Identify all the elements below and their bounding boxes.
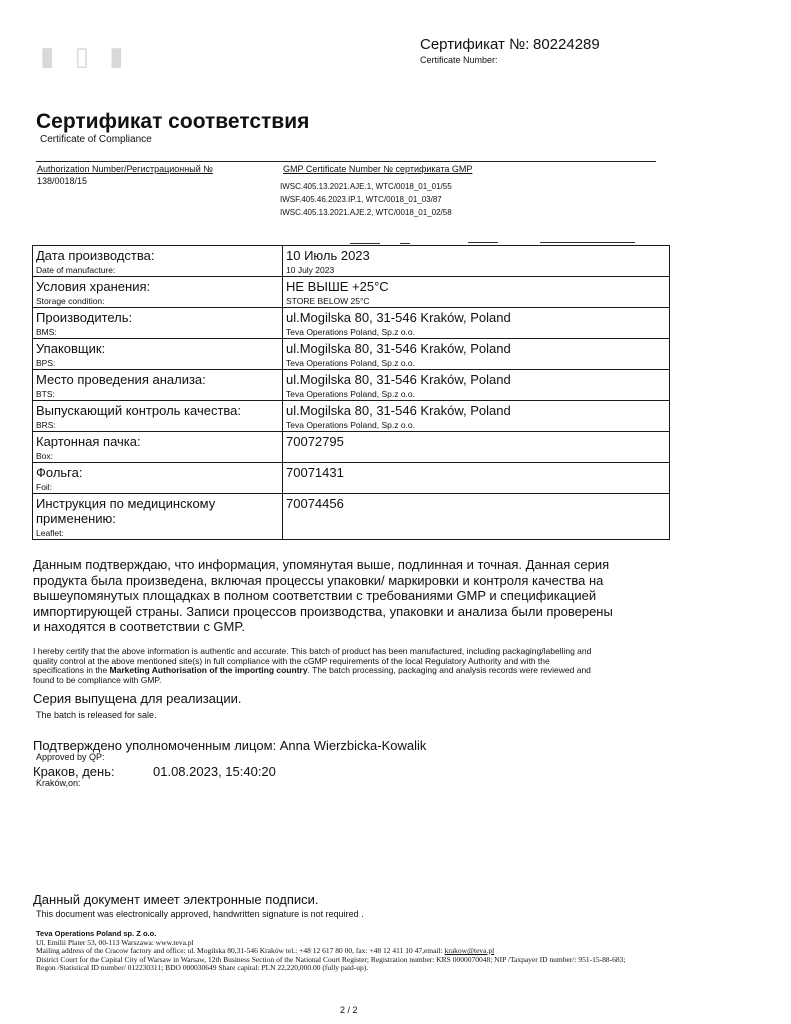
row-label-ru: Производитель: bbox=[36, 310, 133, 325]
electronic-signature-ru: Данный документ имеет электронные подписи. bbox=[33, 892, 319, 907]
scan-artifact bbox=[468, 242, 498, 243]
certificate-number-label-en: Certificate Number: bbox=[420, 55, 498, 65]
row-value-primary: 70072795 bbox=[286, 434, 344, 449]
row-value-cell bbox=[283, 246, 670, 277]
statement-ru: Данным подтверждаю, что информация, упомянутая выше, подлинная и точная. Данная серия продукта была произведена, включая процессы упаковки/ маркировки и контроля качества на вышеупомянутых площадках в полном соответствии с требованиями GMP и спецификацией импортирующей страны. Записи процессов производства, упаковки и анализа были проверены и находятся в соответствии с GMP. bbox=[33, 557, 613, 634]
row-value-secondary: Teva Operations Poland, Sp.z o.o. bbox=[286, 327, 415, 337]
scan-artifact bbox=[350, 243, 380, 244]
row-value-secondary: Teva Operations Poland, Sp.z o.o. bbox=[286, 420, 415, 430]
row-value-secondary: Teva Operations Poland, Sp.z o.o. bbox=[286, 358, 415, 368]
row-label-cell bbox=[33, 370, 283, 401]
city-day-ru: Краков, день: bbox=[33, 764, 115, 779]
row-label-ru: Фольга: bbox=[36, 465, 83, 480]
authorization-value: 138/0018/15 bbox=[37, 176, 88, 186]
gmp-certificate-label: GMP Certificate Number № сертификата GMP bbox=[283, 164, 473, 174]
row-label-ru: Выпускающий контроль качества: bbox=[36, 403, 242, 418]
table-row bbox=[33, 401, 670, 432]
row-value-primary: ul.Mogilska 80, 31-546 Kraków, Poland bbox=[286, 310, 511, 325]
document-subtitle: Certificate of Compliance bbox=[40, 134, 152, 145]
row-label-ru: Место проведения анализа: bbox=[36, 372, 206, 387]
row-label-en: Leaflet: bbox=[36, 528, 64, 538]
approved-by-ru: Подтверждено уполномоченным лицом: Anna Wierzbicka-Kowalik bbox=[33, 738, 427, 753]
row-value-primary: ul.Mogilska 80, 31-546 Kraków, Poland bbox=[286, 341, 511, 356]
row-label-cell bbox=[33, 432, 283, 463]
row-value-primary: 70074456 bbox=[286, 496, 344, 511]
table-row bbox=[33, 463, 670, 494]
footer-registration: District Court for the Capital City of Warsaw in Warsaw, 12th Business Section of the National Court Register; Registration number: KRS 0000070048; NIP /Taxpayer ID number/: 951-15-88-683; Regon /Statistical ID number/ 012230311; BDO 000030649 Share capital: PLN 22,220,000.00 (fully paid-up). bbox=[36, 954, 626, 972]
company-footer bbox=[36, 930, 636, 973]
row-label-en: BRS: bbox=[36, 420, 56, 430]
row-value-cell bbox=[283, 494, 670, 540]
footer-company-name: Teva Operations Poland sp. Z o.o. bbox=[36, 929, 157, 938]
row-label-ru: Дата производства: bbox=[36, 248, 155, 263]
row-value-primary: 70071431 bbox=[286, 465, 344, 480]
statement-en-part1: I hereby certify that the above information is authentic and accurate. This batch of product has been manufactured, including packaging/labelling and quality control at the above mentioned site(s) in full compliance with the cGMP requirements of the local Regulatory Authority and with the specifications in the bbox=[33, 646, 592, 675]
row-value-cell bbox=[283, 339, 670, 370]
row-label-cell bbox=[33, 401, 283, 432]
row-label-cell bbox=[33, 246, 283, 277]
city-on-en: Kraków,on: bbox=[36, 778, 81, 788]
scan-artifact bbox=[540, 242, 635, 243]
row-label-ru: Картонная пачка: bbox=[36, 434, 141, 449]
certificate-number-label: Сертификат №: bbox=[420, 36, 530, 53]
gmp-certificate-item: IWSC.405.13.2021.AJE.2, WTC/0018_01_02/58 bbox=[280, 208, 452, 217]
row-value-cell bbox=[283, 308, 670, 339]
row-label-ru: Инструкция по медицинскому применению: bbox=[36, 496, 216, 526]
table-row bbox=[33, 370, 670, 401]
row-label-en: Date of manufacture: bbox=[36, 265, 116, 275]
release-statement-ru: Серия выпущена для реализации. bbox=[33, 691, 242, 706]
row-label-cell bbox=[33, 494, 283, 540]
footer-address: Ul. Emilii Plater 53, 00-113 Warszawa: www.teva.pl bbox=[36, 937, 194, 947]
header-rule bbox=[36, 161, 656, 162]
row-value-primary: ul.Mogilska 80, 31-546 Kraków, Poland bbox=[286, 403, 511, 418]
faint-logo: ▮ ▯ ▮ bbox=[40, 42, 130, 72]
table-row bbox=[33, 339, 670, 370]
row-value-cell bbox=[283, 277, 670, 308]
approved-by-en: Approved by QP: bbox=[36, 752, 105, 762]
row-label-cell bbox=[33, 277, 283, 308]
certificate-number-value: 80224289 bbox=[533, 36, 600, 53]
gmp-certificate-item: IWSF.405.46.2023.IP.1, WTC/0018_01_03/87 bbox=[280, 195, 442, 204]
table-row bbox=[33, 308, 670, 339]
statement-en-bold: Marketing Authorisation of the importing country bbox=[109, 665, 308, 675]
row-value-secondary: STORE BELOW 25°C bbox=[286, 296, 370, 306]
table-row bbox=[33, 277, 670, 308]
footer-mailing-text: Mailing address of the Cracow factory and office: ul. Mogilska 80,31-546 Kraków tel.: +48 12 617 80 00, fax: +48 12 411 10 47,email: bbox=[36, 946, 445, 955]
table-row bbox=[33, 246, 670, 277]
row-value-primary: ul.Mogilska 80, 31-546 Kraków, Poland bbox=[286, 372, 511, 387]
release-statement-en: The batch is released for sale. bbox=[36, 710, 157, 720]
row-label-en: Box: bbox=[36, 451, 54, 461]
row-value-cell bbox=[283, 401, 670, 432]
document-title: Сертификат соответствия bbox=[36, 110, 310, 133]
row-label-cell bbox=[33, 339, 283, 370]
approval-datetime: 01.08.2023, 15:40:20 bbox=[153, 764, 276, 779]
row-label-ru: Условия хранения: bbox=[36, 279, 151, 294]
table-row bbox=[33, 494, 670, 540]
row-label-ru: Упаковщик: bbox=[36, 341, 106, 356]
page-number: 2 / 2 bbox=[340, 1005, 358, 1015]
row-value-cell bbox=[283, 432, 670, 463]
authorization-label: Authorization Number/Регистрационный № bbox=[37, 164, 213, 174]
row-value-primary: НЕ ВЫШЕ +25°C bbox=[286, 279, 389, 294]
row-label-cell bbox=[33, 308, 283, 339]
gmp-certificate-list bbox=[280, 180, 452, 219]
row-value-secondary: Teva Operations Poland, Sp.z o.o. bbox=[286, 389, 415, 399]
statement-en bbox=[33, 647, 593, 685]
product-info-table bbox=[32, 245, 670, 540]
table-row bbox=[33, 432, 670, 463]
statement-en-part2: . The batch processing, packaging and analysis records were reviewed and found to be compliance with GMP. bbox=[33, 665, 591, 685]
electronic-signature-en: This document was electronically approved, handwritten signature is not required . bbox=[36, 909, 364, 919]
row-label-en: BMS: bbox=[36, 327, 57, 337]
row-label-en: Foil: bbox=[36, 482, 53, 492]
row-value-secondary: 10 July 2023 bbox=[286, 265, 335, 275]
row-label-cell bbox=[33, 463, 283, 494]
scan-artifact bbox=[400, 243, 410, 244]
row-label-en: BPS: bbox=[36, 358, 56, 368]
row-value-primary: 10 Июль 2023 bbox=[286, 248, 370, 263]
footer-email-link[interactable]: krakow@teva.pl bbox=[444, 946, 495, 955]
row-label-en: BTS: bbox=[36, 389, 55, 399]
gmp-certificate-item: IWSC.405.13.2021.AJE.1, WTC/0018_01_01/55 bbox=[280, 182, 452, 191]
row-value-cell bbox=[283, 370, 670, 401]
row-value-cell bbox=[283, 463, 670, 494]
row-label-en: Storage condition: bbox=[36, 296, 105, 306]
